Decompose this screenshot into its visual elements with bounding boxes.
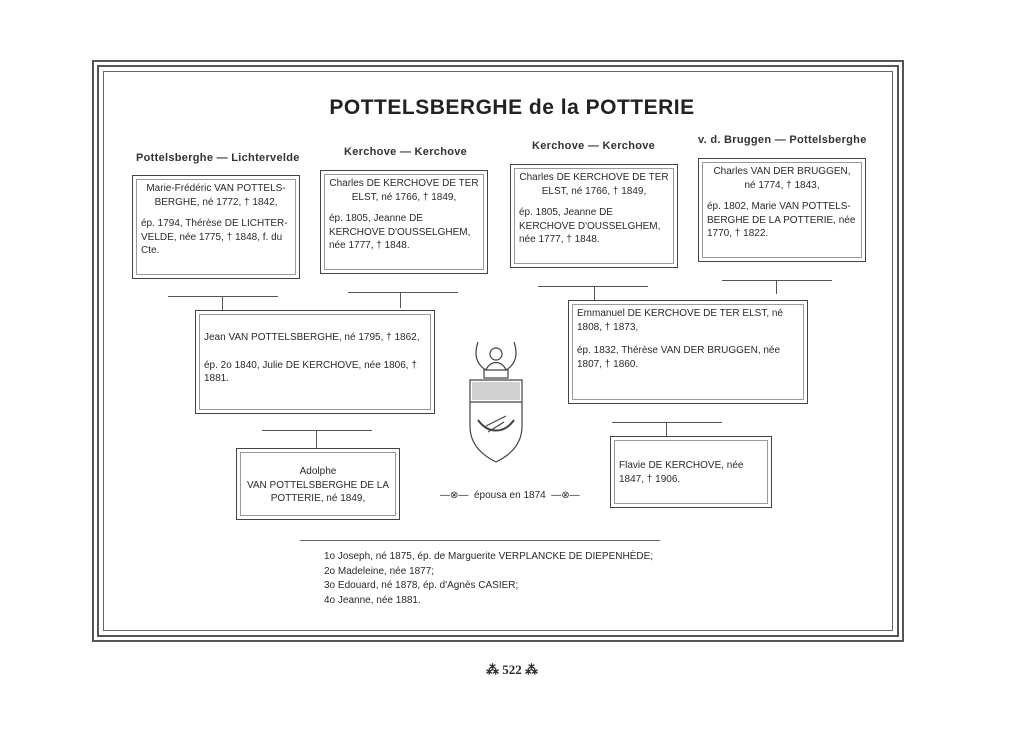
column-header-1: Pottelsberghe — Lichtervelde [136,152,300,164]
column-header-2: Kerchove — Kerchove [344,146,468,158]
brace-stem [316,430,317,448]
brace-line [538,286,648,287]
brace-line [168,296,278,297]
ancestor-box-bruggen [698,158,866,262]
page-number-ornament-icon: ⁂ [521,662,538,677]
page-number [0,662,1024,678]
child-line: VAN POTTELSBERGHE DE LA POTTERIE, né 1849, [246,479,390,504]
child-box-flavie [610,436,772,508]
page-title: POTTELSBERGHE de la POTTERIE [329,96,695,119]
parent-box-jean [195,310,435,414]
list-item: 3o Edouard, né 1878, ép. d'Agnès CASIER; [324,580,519,591]
ancestor-line: Charles VAN DER BRUGGEN, né 1774, † 1843, [713,166,851,191]
page-number-value: 522 [502,662,522,677]
child-line: Adolphe [299,466,337,477]
connector-ornament-icon: —⊗— [551,490,580,501]
ancestor-marriage: ép. 1794, Thérèse DE LICHTER-VELDE, née 1775, † 1848, f. du Cte. [141,218,288,256]
marriage-connector [440,490,580,501]
list-item: 2o Madeleine, née 1877; [324,565,435,577]
list-item: 1o Joseph, né 1875, ép. de Marguerite VERPLANCKE DE DIEPENHÈDE; [324,551,654,562]
brace-stem [666,422,667,436]
parent-marriage: ép. 2o 1840, Julie DE KERCHOVE, née 1806, † 1881. [204,359,417,384]
parent-line: Emmanuel DE KERCHOVE DE TER ELST, né 1808, † 1873, [577,308,783,333]
parent-box-emmanuel [568,300,808,404]
brace-line [262,430,372,431]
column-header-4: v. d. Bruggen — Pottelsberghe [698,134,867,146]
brace-stem [776,280,777,294]
ancestor-line: Charles DE KERCHOVE DE TER ELST, né 1766, † 1849, [519,172,669,197]
ancestor-box-kerchove-1 [320,170,488,274]
brace-line [722,280,832,281]
marriage-text: épousa en 1874 [473,490,546,501]
ancestor-marriage: ép. 1802, Marie VAN POTTELS-BERGHE DE LA POTTERIE, née 1770, † 1822. [707,201,856,239]
column-header-3: Kerchove — Kerchove [532,140,656,152]
ancestor-marriage: ép. 1805, Jeanne DE KERCHOVE D'OUSSELGHEM, née 1777, † 1848. [519,207,661,245]
coat-of-arms-icon [464,330,528,470]
list-item: 4o Jeanne, née 1881. [324,594,421,606]
page-number-ornament-icon: ⁂ [486,662,503,677]
ancestor-box-pottelsberghe [132,175,300,279]
brace-line [612,422,722,423]
brace-stem [400,292,401,308]
child-line: Flavie DE KERCHOVE, née 1847, † 1906. [619,460,744,485]
child-box-adolphe [236,448,400,520]
children-list [324,550,653,608]
ancestor-line: Marie-Frédéric VAN POTTELS-BERGHE, né 1772, † 1842, [146,183,286,208]
ancestor-marriage: ép. 1805, Jeanne DE KERCHOVE D'OUSSELGHEM, née 1777, † 1848. [329,213,471,251]
brace-line [348,292,458,293]
parent-line: Jean VAN POTTELSBERGHE, né 1795, † 1862, [204,332,420,343]
children-separator [300,540,660,541]
ancestor-line: Charles DE KERCHOVE DE TER ELST, né 1766, † 1849, [329,178,479,203]
ancestor-box-kerchove-2 [510,164,678,268]
parent-marriage: ép. 1832, Thérèse VAN DER BRUGGEN, née 1807, † 1860. [577,345,781,370]
connector-ornament-icon: —⊗— [440,490,469,501]
